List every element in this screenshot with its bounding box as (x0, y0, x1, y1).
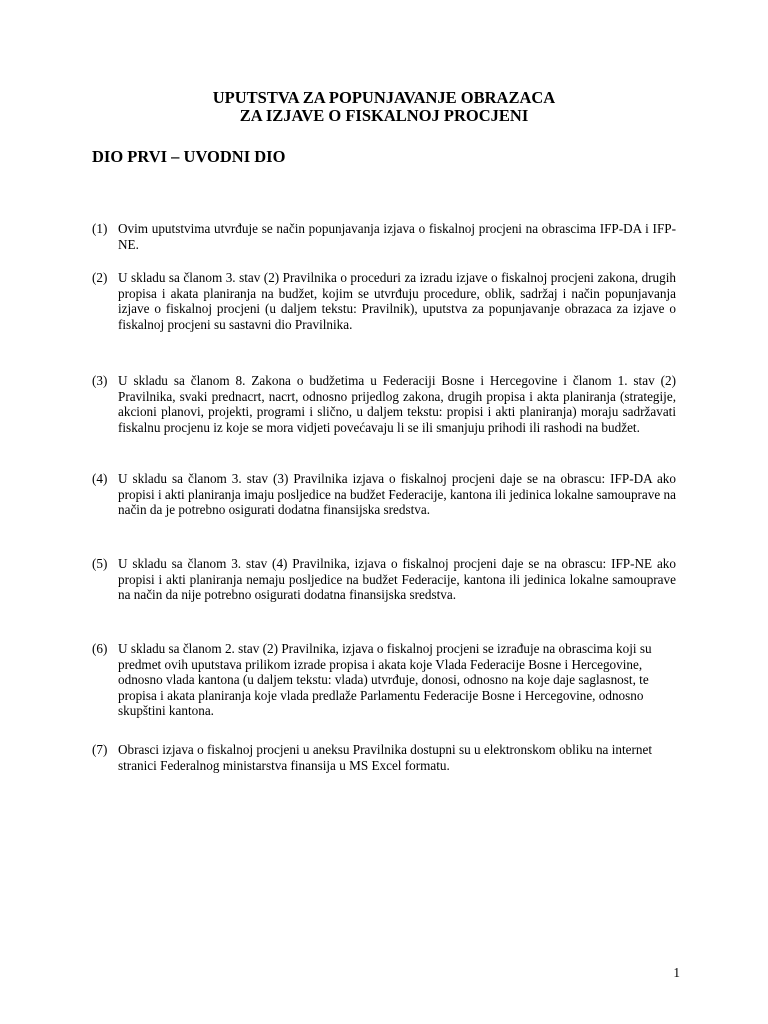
list-item-text: Obrasci izjava o fiskalnoj procjeni u aneksu Pravilnika dostupni su u elektronskom obliku na internet stranici Federalnog ministarstva finansija u MS Excel formatu. (118, 742, 652, 773)
list-item-text: U skladu sa članom 3. stav (2) Pravilnika o proceduri za izradu izjave o fiskalnoj procjeni zakona, drugih propisa i akata planiranja na budžet, kojim se utvrđuju procedure, oblik, sadržaj i način popunjavanja izjave o fiskalnoj procjeni (u daljem tekstu: Pravilnik), uputstva za popunjavanje obrazaca za izjave o fiskalnoj procjeni su sastavni dio Pravilnika. (118, 270, 676, 332)
list-item-text: U skladu sa članom 8. Zakona o budžetima u Federaciji Bosne i Hercegovine i članom 1. stav (2) Pravilnika, svaki prednacrt, nacrt, odnosno prijedlog zakona, drugih propisa i akta planiranja (strategije, akcioni planovi, projekti, programi i slično, u daljem tekstu: propisi i akti planiranja) moraju sadržavati fiskalnu procjenu iz koje se mora vidjeti povećavaju li se ili smanjuju prihodi ili rashodi na budžet. (118, 373, 676, 435)
list-item (92, 471, 676, 518)
list-item-number: (1) (92, 221, 108, 236)
list-item-number: (2) (92, 270, 108, 285)
list-item-text: Ovim uputstvima utvrđuje se način popunjavanja izjava o fiskalnoj procjeni na obrascima IFP-DA i IFP-NE. (118, 221, 676, 252)
list-item (92, 556, 676, 603)
document-title-line-1: UPUTSTVA ZA POPUNJAVANJE OBRAZACA (212, 88, 556, 107)
list-item (92, 270, 676, 332)
section-heading: DIO PRVI – UVODNI DIO (92, 147, 286, 166)
page-number: 1 (673, 965, 680, 980)
list-item-text: U skladu sa članom 2. stav (2) Pravilnika, izjava o fiskalnoj procjeni se izrađuje na obrascima koji su predmet ovih uputstava prilikom izrade propisa i akata koje Vlada Federacije Bosne i Hercegovine, odnosno vlada kantona (u daljem tekstu: vlada) utvrđuje, donosi, odnosno na koje daje saglasnost, te propisa i akata planiranja koje vlada predlaže Parlamentu Federacije Bosne i Hercegovine, odnosno skupštini kantona. (118, 641, 652, 718)
list-item (92, 641, 676, 719)
list-item-number: (4) (92, 471, 108, 486)
list-item-number: (7) (92, 742, 108, 757)
list-item-number: (6) (92, 641, 108, 656)
list-item (92, 221, 676, 252)
list-item (92, 742, 676, 773)
list-item-number: (5) (92, 556, 108, 571)
document-title-line-2: ZA IZJAVE O FISKALNOJ PROCJENI (239, 106, 529, 125)
list-item-number: (3) (92, 373, 108, 388)
list-item-text: U skladu sa članom 3. stav (4) Pravilnika, izjava o fiskalnoj procjeni daje se na obrascu: IFP-NE ako propisi i akti planiranja nemaju posljedice na budžet Federacije, kantona ili jedinica lokalne samouprave na način da nije potrebno osigurati dodatna finansijska sredstva. (118, 556, 676, 602)
list-item-text: U skladu sa članom 3. stav (3) Pravilnika izjava o fiskalnoj procjeni daje se na obrascu: IFP-DA ako propisi i akti planiranja imaju posljedice na budžet Federacije, kantona ili jedinica lokalne samouprave na način da je potrebno osigurati dodatna finansijska sredstva. (118, 471, 676, 517)
list-item (92, 373, 676, 435)
